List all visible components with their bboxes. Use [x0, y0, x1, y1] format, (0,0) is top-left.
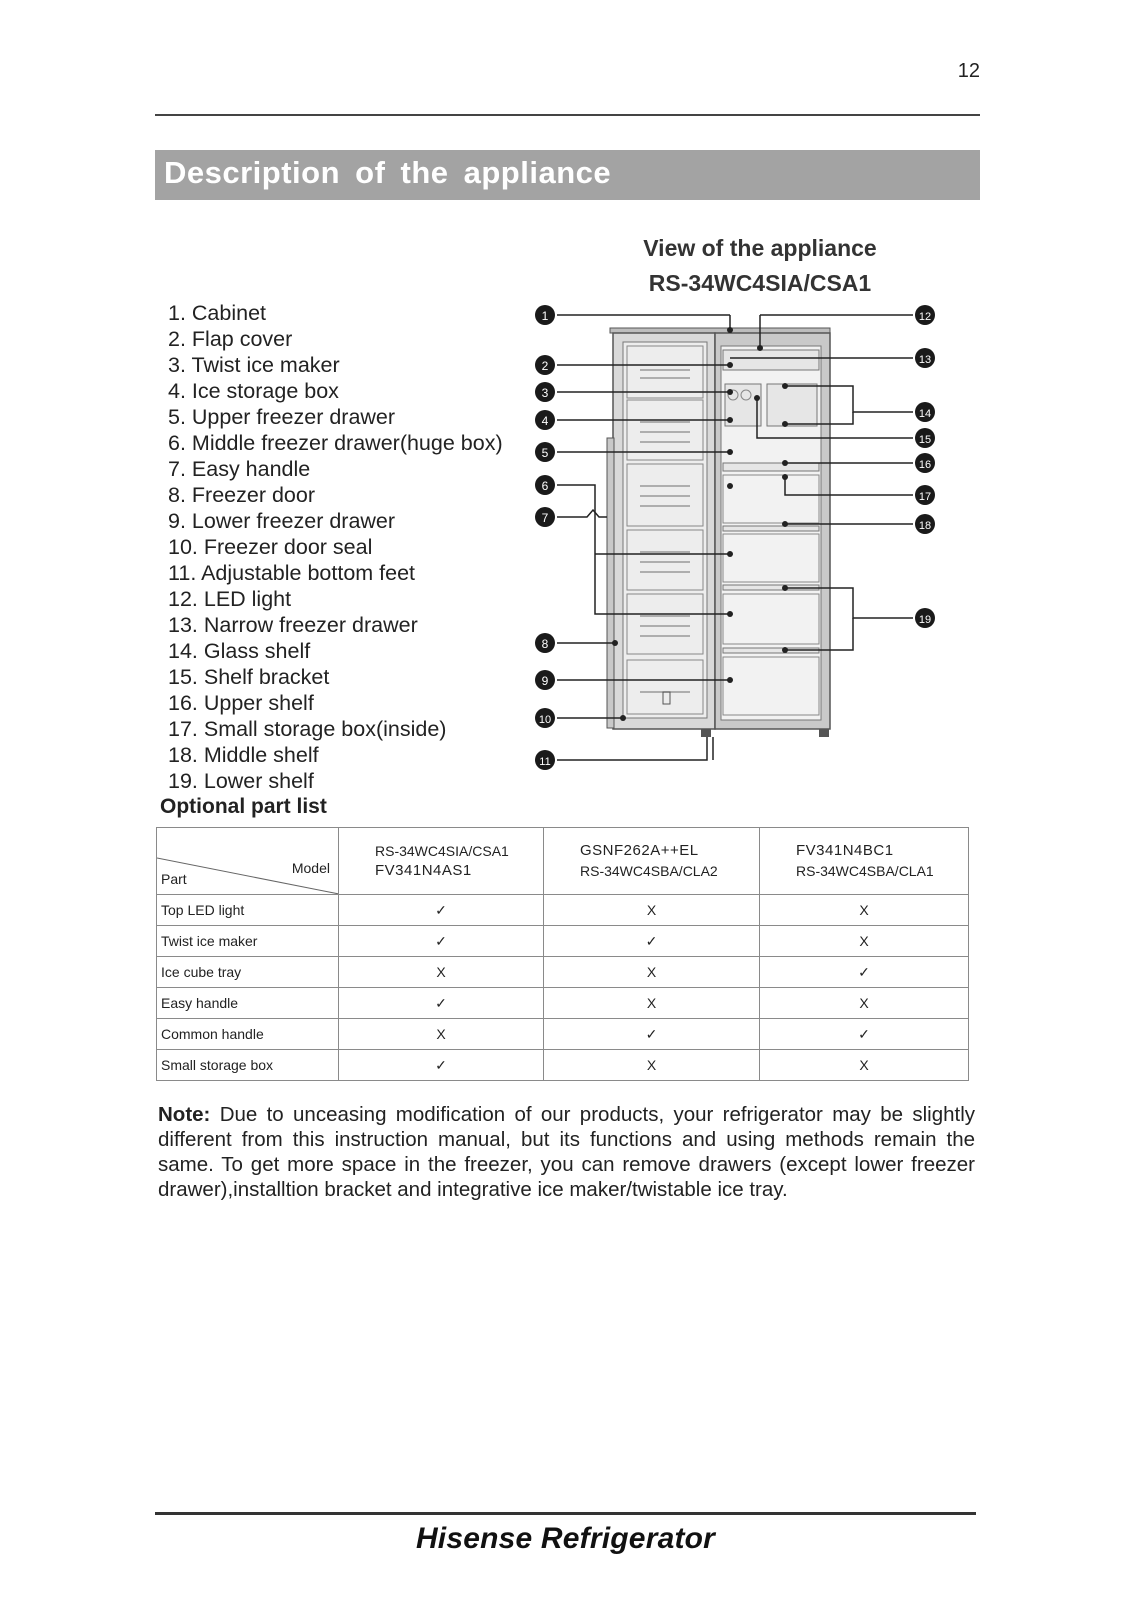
footer-brand: Hisense Refrigerator [415, 1522, 716, 1555]
table-row [157, 957, 969, 988]
parts-list-item: 9. Lower freezer drawer [168, 509, 396, 533]
model-name: GSNF262A++EL [580, 842, 699, 859]
callout-label: 17 [918, 491, 932, 503]
parts-list-item: 12. LED light [168, 587, 292, 611]
parts-list-item: 13. Narrow freezer drawer [168, 613, 418, 637]
model-column-header [339, 828, 544, 895]
part-cell: Twist ice maker [157, 926, 339, 957]
callout-marker [535, 633, 555, 653]
parts-list-item: 4. Ice storage box [168, 379, 339, 403]
parts-list-item: 17. Small storage box(inside) [168, 717, 447, 741]
callout-label: 2 [541, 359, 549, 373]
appliance-diagram [535, 300, 970, 790]
part-cell: Ice cube tray [157, 957, 339, 988]
parts-list-item: 14. Glass shelf [168, 639, 311, 663]
parts-list-item: 11. Adjustable bottom feet [168, 561, 416, 585]
availability-cell: X [544, 895, 760, 926]
callout-marker [915, 428, 935, 448]
model-column-header [544, 828, 760, 895]
callout-marker [915, 485, 935, 505]
callout-marker [535, 708, 555, 728]
optional-part-table [156, 827, 969, 1081]
header-divider [155, 114, 980, 116]
parts-list-item: 10. Freezer door seal [168, 535, 373, 559]
callout-marker [535, 355, 555, 375]
availability-cell: ✓ [760, 1019, 969, 1050]
callout-marker [915, 608, 935, 628]
callout-label: 9 [541, 674, 549, 688]
callout-marker [915, 402, 935, 422]
callout-label: 12 [918, 311, 932, 323]
callout-marker [915, 514, 935, 534]
model-name: RS-34WC4SIA/CSA1 [375, 843, 509, 859]
availability-cell: X [339, 1019, 544, 1050]
callout-marker [915, 348, 935, 368]
parts-list-item: 15. Shelf bracket [168, 665, 330, 689]
callout-marker [535, 670, 555, 690]
parts-list-item: 8. Freezer door [168, 483, 315, 507]
parts-list-item: 3. Twist ice maker [168, 353, 340, 377]
availability-cell: X [339, 957, 544, 988]
callout-label: 1 [541, 309, 549, 323]
model-name: FV341N4BC1 [796, 842, 894, 859]
model-name: RS-34WC4SBA/CLA1 [796, 863, 934, 879]
callout-marker [535, 507, 555, 527]
model-title: RS-34WC4SIA/CSA1 [648, 270, 872, 296]
callout-marker [915, 305, 935, 325]
model-header-label: Model [291, 860, 330, 876]
availability-cell: X [544, 957, 760, 988]
callout-label: 7 [541, 511, 549, 525]
section-title: Description of the appliance [164, 155, 612, 190]
parts-list-item: 7. Easy handle [168, 457, 311, 481]
callout-marker [535, 305, 555, 325]
availability-cell: ✓ [544, 926, 760, 957]
table-row [157, 926, 969, 957]
availability-cell: X [760, 988, 969, 1019]
table-header-row [157, 828, 969, 895]
table-row [157, 1050, 969, 1081]
part-header-label: Part [161, 871, 187, 887]
table-row [157, 895, 969, 926]
table-row [157, 988, 969, 1019]
parts-list-item: 1. Cabinet [168, 301, 267, 325]
table-row [157, 1019, 969, 1050]
availability-cell: X [544, 988, 760, 1019]
availability-cell: ✓ [339, 1050, 544, 1081]
parts-list-item: 18. Middle shelf [168, 743, 319, 767]
model-name: RS-34WC4SBA/CLA2 [580, 863, 718, 879]
callout-label: 13 [918, 354, 932, 366]
callout-label: 8 [541, 637, 549, 651]
callout-marker [915, 453, 935, 473]
callout-label: 14 [918, 408, 932, 420]
parts-list-item: 16. Upper shelf [168, 691, 314, 715]
callout-label: 4 [541, 414, 549, 428]
model-name: FV341N4AS1 [375, 862, 472, 879]
part-cell: Small storage box [157, 1050, 339, 1081]
parts-list-item: 5. Upper freezer drawer [168, 405, 396, 429]
note-label: Note: [158, 1103, 211, 1126]
footer-divider [155, 1512, 976, 1515]
callout-label: 10 [538, 714, 552, 726]
availability-cell: ✓ [339, 926, 544, 957]
diagonal-header-cell [157, 828, 339, 895]
availability-cell: ✓ [544, 1019, 760, 1050]
availability-cell: X [760, 926, 969, 957]
note-text: Due to unceasing modification of our products, your refrigerator may be slightly different from this instruction manual, but its functions and using methods remain the same. To get more space in the freezer, you can remove drawers (except lower freezer drawer),installtion bracket and integrative ice maker/twistable ice tray. [158, 1103, 975, 1201]
callout-label: 6 [541, 479, 549, 493]
parts-list-item: 2. Flap cover [168, 327, 293, 351]
callout-label: 18 [918, 520, 932, 532]
callout-label: 15 [918, 434, 932, 446]
page-number: 12 [957, 60, 980, 82]
parts-list-item: 19. Lower shelf [168, 769, 314, 793]
note-paragraph [158, 1102, 975, 1202]
optional-part-list-title: Optional part list [160, 795, 327, 818]
callout-label: 16 [918, 459, 932, 471]
view-title: View of the appliance [643, 235, 877, 261]
part-cell: Easy handle [157, 988, 339, 1019]
availability-cell: X [760, 895, 969, 926]
callout-label: 5 [541, 446, 549, 460]
availability-cell: X [544, 1050, 760, 1081]
callout-marker [535, 475, 555, 495]
part-cell: Common handle [157, 1019, 339, 1050]
parts-list [168, 300, 503, 794]
callout-marker [535, 410, 555, 430]
callout-marker [535, 750, 555, 770]
callout-label: 19 [918, 614, 932, 626]
availability-cell: X [760, 1050, 969, 1081]
availability-cell: ✓ [760, 957, 969, 988]
callout-marker [535, 382, 555, 402]
model-column-header [760, 828, 969, 895]
availability-cell: ✓ [339, 895, 544, 926]
callout-label: 11 [539, 756, 551, 768]
parts-list-item: 6. Middle freezer drawer(huge box) [168, 431, 503, 455]
callout-label: 3 [541, 386, 549, 400]
availability-cell: ✓ [339, 988, 544, 1019]
callout-marker [535, 442, 555, 462]
part-cell: Top LED light [157, 895, 339, 926]
